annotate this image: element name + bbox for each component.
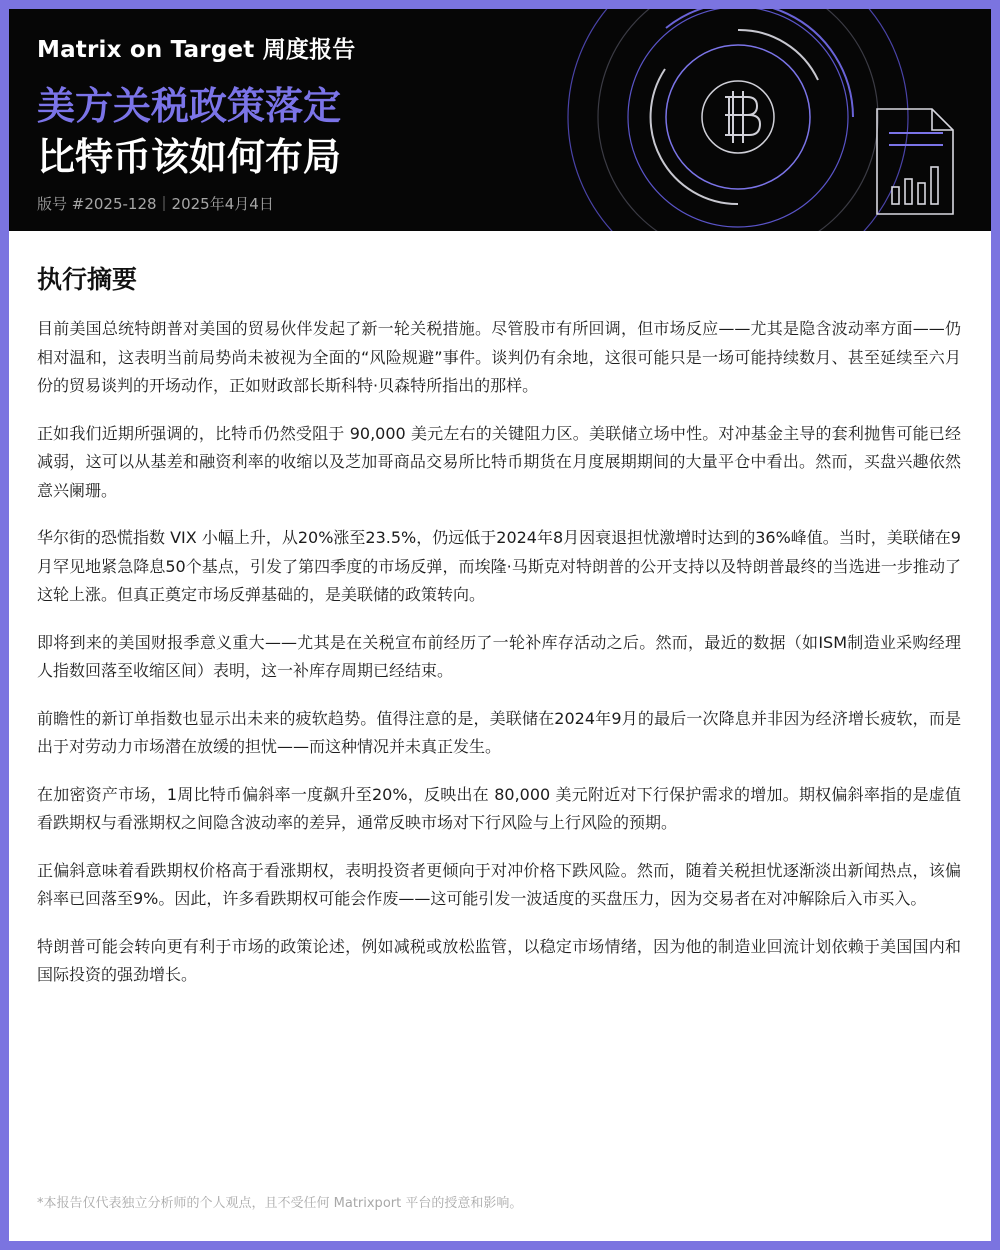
report-brand: Matrix on Target 周度报告 (37, 37, 356, 63)
report-page (9, 9, 991, 1241)
summary-paragraph-8: 特朗普可能会转向更有利于市场的政策论述，例如减税或放松监管，以稳定市场情绪，因为他的制造业回流计划依赖于美国国内和国际投资的强劲增长。 (37, 936, 961, 984)
summary-paragraph-2: 正如我们近期所强调的，比特币仍然受阻于 90,000 美元左右的关键阻力区。美联储立场中性。对冲基金主导的套利抛售可能已经减弱，这可以从基差和融资利率的收缩以及芝加哥商品交易所比特币期货在月度展期期间的大量平仓中看出。然而，买盘兴趣依然意兴阑珊。 (37, 423, 961, 500)
report-issue-date: 版号 #2025-128｜2025年4月4日 (37, 195, 274, 213)
summary-section (37, 263, 961, 1009)
bitcoin-rings (568, 9, 908, 231)
summary-paragraph-7: 正偏斜意味着看跌期权价格高于看涨期权，表明投资者更倾向于对冲价格下跌风险。然而，随着关税担忧逐渐淡出新闻热点，该偏斜率已回落至9%。因此，许多看跌期权可能会作废——这可能引发一波适度的买盘压力，因为交易者在对冲解除后入市买入。 (37, 860, 961, 908)
summary-paragraph-3: 华尔街的恐慌指数 VIX 小幅上升，从20%涨至23.5%，仍远低于2024年8月因衰退担忧激增时达到的36%峰值。当时，美联储在9月罕见地紧急降息50个基点，引发了第四季度的市场反弹，而埃隆·马斯克对特朗普的公开支持以及特朗普最终的当选进一步推动了这轮上涨。但真正奠定市场反弹基础的，是美联储的政策转向。 (37, 528, 961, 604)
report-title-line1: 美方关税政策落定 (37, 84, 342, 128)
summary-paragraph-1: 目前美国总统特朗普对美国的贸易伙伴发起了新一轮关税措施。尽管股市有所回调，但市场反应——尤其是隐含波动率方面——仍相对温和，这表明当前局势尚未被视为全面的“风险规避”事件。谈判仍有余地，这很可能只是一场可能持续数月、甚至延续至六月份的贸易谈判的开场动作，正如财政部长斯科特·贝森特所指出的那样。 (37, 319, 961, 395)
summary-paragraph-6: 在加密资产市场，1周比特币偏斜率一度飙升至20%，反映出在 80,000 美元附近对下行保护需求的增加。期权偏斜率指的是虚值看跌期权与看涨期权之间隐含波动率的差异，通常反映市场对下行风险与上行风险的预期。 (37, 784, 961, 832)
report-chart-icon (877, 109, 953, 214)
summary-paragraph-4: 即将到来的美国财报季意义重大——尤其是在关税宣布前经历了一轮补库存活动之后。然而，最近的数据（如ISM制造业采购经理人指数回落至收缩区间）表明，这一补库存周期已经结束。 (37, 632, 961, 680)
footer-disclaimer: *本报告仅代表独立分析师的个人观点，且不受任何 Matrixport 平台的授意和影响。 (37, 1196, 523, 1211)
summary-paragraph-5: 前瞻性的新订单指数也显示出未来的疲软趋势。值得注意的是，美联储在2024年9月的最后一次降息并非因为经济增长疲软，而是出于对劳动力市场潜在放缓的担忧——而这种情况并未真正发生。 (37, 708, 961, 756)
bitcoin-icon (725, 91, 760, 143)
summary-title: 执行摘要 (37, 265, 138, 294)
report-header (9, 9, 991, 231)
report-title-line2: 比特币该如何布局 (37, 135, 342, 179)
